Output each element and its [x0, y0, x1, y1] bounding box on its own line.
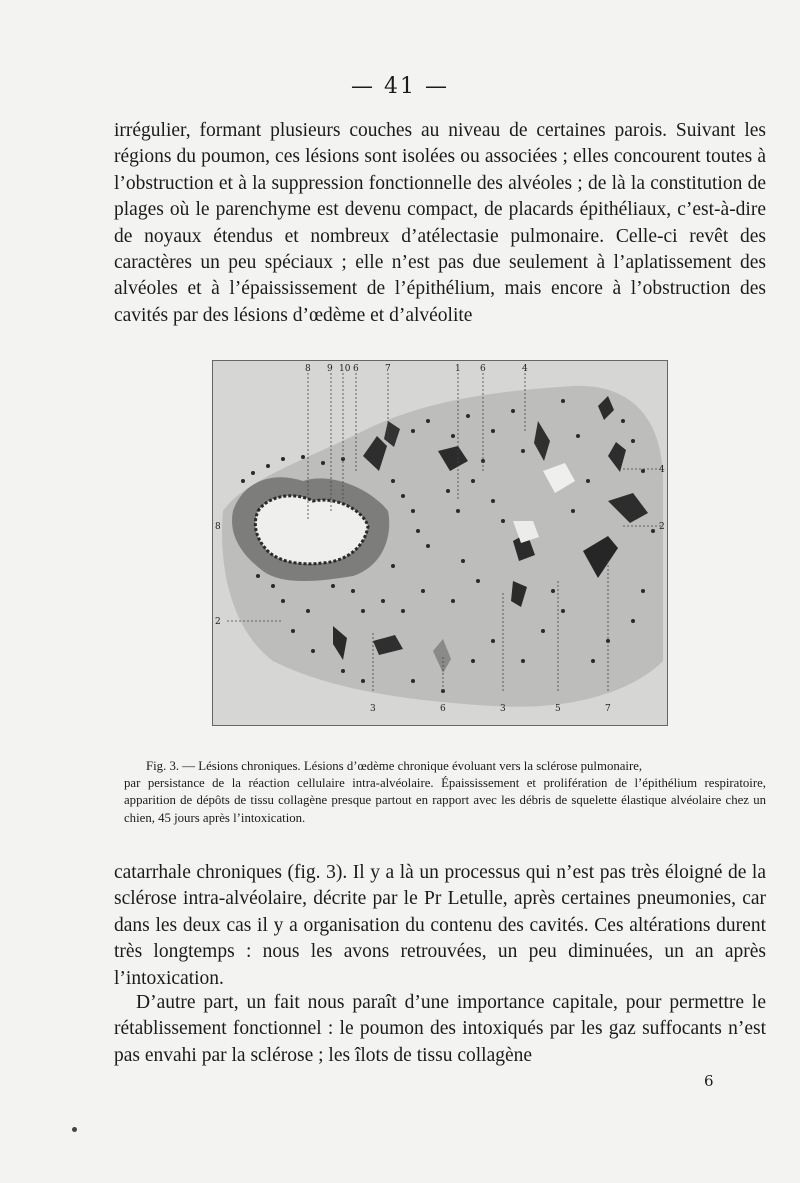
page-number: — 41 —	[351, 74, 449, 99]
figure-label-top: 6	[353, 364, 359, 374]
figure-label-bottom: 7	[605, 704, 611, 714]
histology-figure	[212, 360, 668, 726]
signature-mark: 6	[704, 1072, 714, 1090]
paragraph-1: irrégulier, formant plusieurs couches au niveau de certaines parois. Suivant les régions du poumon, ces lésions sont isolées ou associées ; elles concourent toutes à l’obstruction et à la suppression fonctionnelle des alvéoles ; de là la constitution de plages où le parenchyme est devenu compact, de placards épithéliaux, c’est-à-dire de noyaux étendus et nombreux d’atélectasie pulmonaire. Celle-ci revêt des caractères un peu spéciaux ; elle n’est pas due seulement à l’aplatissement des alvéoles et à l’épaississement de l’épithélium, mais encore à l’obstruction des cavités par des lésions d’œdème et d’alvéolite	[114, 120, 766, 326]
figure-label-bottom: 3	[370, 704, 376, 714]
figure-label-top: 7	[385, 364, 391, 374]
figure-label-top: 1	[455, 364, 461, 374]
caption-line-1: Fig. 3. — Lésions chroniques. Lésions d’œdème chronique évoluant vers la sclérose pulmonaire,	[146, 759, 643, 773]
figure-label-bottom: 6	[440, 704, 446, 714]
figure-label-top: 4	[522, 364, 528, 374]
figure-label-top: 6	[480, 364, 486, 374]
caption-rest: par persistance de la réaction cellulaire intra-alvéolaire. Épaississement et prolifération de l’épithélium respiratoire, apparition de dépôts de tissu collagène presque partout en rapport avec les débris de squelette élastique alvéolaire chez un chien, 45 jours après l’intoxication.	[124, 776, 766, 825]
figure-label-bottom: 5	[555, 704, 561, 714]
figure-label-top: 10	[339, 364, 351, 374]
figure-label-bottom: 3	[500, 704, 506, 714]
figure-label-side: 2	[659, 522, 665, 532]
figure-label-side: 4	[659, 465, 665, 475]
ink-spot	[72, 1127, 77, 1132]
figure-label-side: 8	[215, 522, 221, 532]
figure-illustration	[213, 361, 667, 725]
paragraph-2: catarrhale chroniques (fig. 3). Il y a là un processus qui n’est pas très éloigné de la sclérose intra-alvéolaire, décrite par le Pr Letulle, après certaines pneumonies, car dans les deux cas il y a organisation du contenu des cavités. Ces altérations durent très longtemps : nous les avons retrouvées, un peu diminuées, un an après l’intoxication.	[114, 862, 766, 989]
figure-caption	[124, 758, 766, 827]
paragraph-3: D’autre part, un fait nous paraît d’une importance capitale, pour permettre le rétablissement fonctionnel : le poumon des intoxiqués par les gaz suffocants n’est pas envahi par la sclérose ; les îlots de tissu collagène	[114, 992, 766, 1066]
figure-label-side: 2	[215, 617, 221, 627]
figure-label-top: 9	[327, 364, 333, 374]
figure-label-top: 8	[305, 364, 311, 374]
